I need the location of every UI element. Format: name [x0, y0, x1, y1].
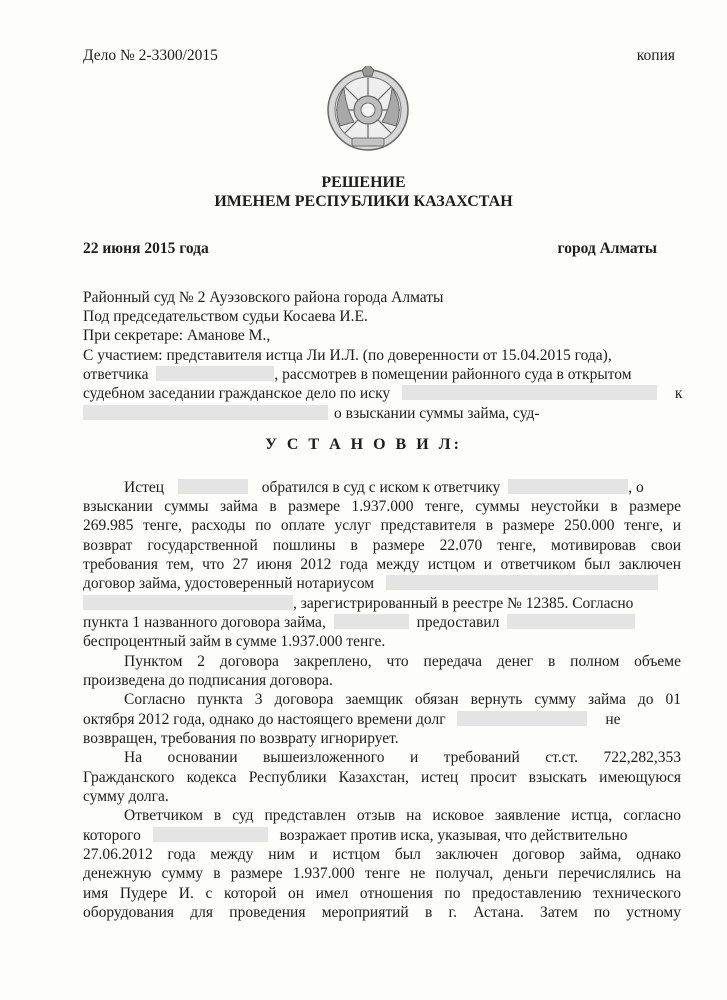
redacted-name	[457, 711, 587, 726]
body-text: договор займа, удостоверенный нотариусом	[83, 575, 375, 592]
redacted-name	[402, 385, 657, 400]
body-line	[83, 595, 633, 613]
body-text: не	[605, 711, 621, 728]
body-line: Ответчиком в суд представлен отзыв на исковое заявление истца, согласно	[124, 807, 681, 824]
redacted-name	[83, 405, 328, 420]
body-line: возвращен, требования по возврату игнорирует.	[83, 730, 399, 747]
body-line: возврат государственной пошлины в размере 22.070 тенге, мотивировав свои	[83, 537, 681, 554]
body-line	[83, 614, 635, 632]
body-text: октября 2012 года, однако до настоящего времени долг	[83, 711, 446, 728]
redacted-name	[153, 827, 268, 842]
body-line: Гражданского кодекса Республики Казахстан, истец просит взыскать имеющуюся	[83, 769, 681, 786]
intro-line	[83, 405, 540, 423]
body-text: Истец	[124, 479, 165, 496]
body-text: , о	[628, 479, 644, 496]
intro-text: к	[674, 385, 683, 402]
body-line: Согласно пункта 3 договора заемщик обязан вернуть сумму займа до 01	[124, 691, 681, 708]
body-line: сумму долга.	[83, 788, 169, 805]
intro-text: ответчика	[83, 366, 149, 383]
body-line: требования тем, что 27 июня 2012 года между истцом и ответчиком был заключен	[83, 556, 681, 573]
intro-line: С участием: представителя истца Ли И.Л. (по доверенности от 15.04.2015 года),	[83, 347, 612, 364]
redacted-name	[178, 479, 248, 494]
body-line: На основании вышеизложенного и требований ст.ст. 722,282,353	[124, 749, 681, 766]
redacted-name	[508, 479, 628, 494]
section-heading: У С Т А Н О В И Л:	[265, 436, 462, 453]
body-text: которого	[83, 827, 141, 844]
copy-label: копия	[636, 47, 675, 64]
redacted-name	[507, 614, 635, 629]
decision-title: РЕШЕНИЕ	[321, 174, 406, 191]
body-line	[124, 479, 644, 497]
body-text: возражает против иска, указывая, что действительно	[279, 827, 628, 844]
body-line: денежную сумму в размере 1.937.000 тенге не получал, деньги перечислялись на	[83, 865, 681, 882]
kazakhstan-emblem-icon	[326, 66, 410, 154]
body-text: пункта 1 названного договора займа,	[83, 614, 326, 631]
decision-date: 22 июня 2015 года	[83, 240, 209, 257]
intro-line	[83, 366, 632, 384]
body-line: 269.985 тенге, расходы по оплате услуг представителя в размере 250.000 тенге, и	[83, 517, 681, 534]
body-text: предоставил	[416, 614, 500, 631]
body-line: взыскании суммы займа в размере 1.937.000 тенге, суммы неустойки в размере	[83, 498, 681, 515]
redacted-name	[83, 595, 293, 610]
intro-line: Районный суд № 2 Ауэзовского района города Алматы	[83, 289, 444, 306]
body-line: имя Пудере И. с которой он имел отношения по предоставлению технического	[83, 885, 681, 902]
body-line: 27.06.2012 года между ним и истцом был заключен договор займа, однако	[83, 846, 681, 863]
intro-line	[83, 385, 682, 403]
body-line	[83, 711, 621, 729]
body-line	[83, 827, 628, 845]
intro-text: судебном заседании гражданское дело по иску	[83, 385, 391, 402]
case-number: Дело № 2-3300/2015	[83, 47, 218, 64]
body-line	[83, 575, 658, 593]
intro-text: , рассмотрев в помещении районного суда в открытом	[274, 366, 632, 383]
redacted-name	[156, 366, 274, 381]
body-line: произведена до подписания договора.	[83, 672, 333, 689]
body-line: оборудования для проведения мероприятий в г. Астана. Затем по устному	[83, 904, 681, 921]
redacted-name	[334, 614, 409, 629]
intro-line: При секретаре: Аманове М.,	[83, 327, 271, 344]
body-text: обратился в суд с иском к ответчику	[261, 479, 501, 496]
redacted-name	[386, 575, 658, 590]
body-text: , зарегистрированный в реестре № 12385. Согласно	[293, 595, 634, 612]
intro-text: о взыскании суммы займа, суд-	[334, 405, 540, 422]
body-line: беспроцентный займ в сумме 1.937.000 тенге.	[83, 633, 386, 650]
decision-city: город Алматы	[557, 240, 657, 257]
intro-line: Под председательством судьи Косаева И.Е.	[83, 308, 368, 325]
decision-subtitle: ИМЕНЕМ РЕСПУБЛИКИ КАЗАХСТАН	[214, 193, 513, 210]
body-line: Пунктом 2 договора закреплено, что передача денег в полном объеме	[124, 653, 681, 670]
